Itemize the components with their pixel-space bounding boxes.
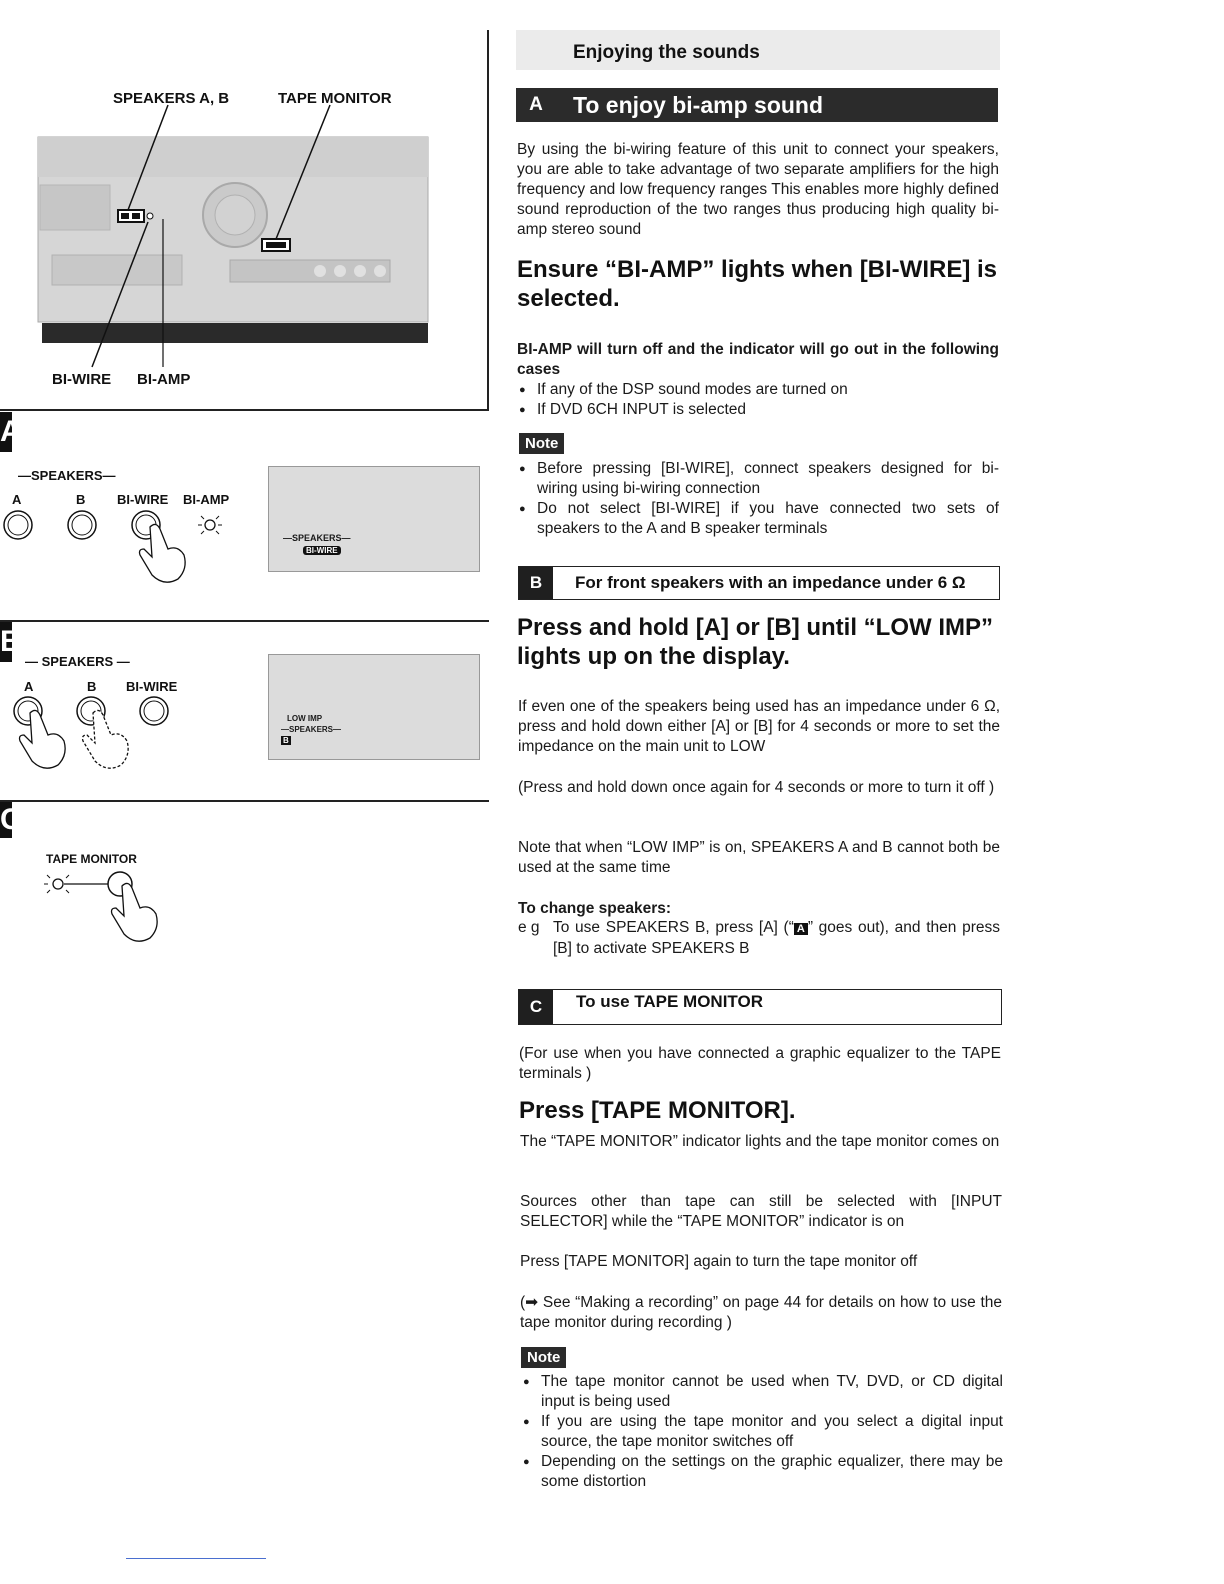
panel-b-label-biwire: BI-WIRE: [126, 679, 178, 694]
ray: [47, 890, 50, 893]
panel-c-buttons: [38, 868, 178, 948]
section-b-eg: e g: [518, 919, 540, 936]
tape-monitor-button-inner: [266, 242, 286, 248]
list-item: ● Before pressing [BI-WIRE], connect speakers designed for bi-wiring using bi-wiring connection: [517, 459, 999, 499]
panel-b-speakers-group: — SPEAKERS —: [25, 654, 130, 669]
panel-a-speakers-group: —SPEAKERS—: [18, 468, 116, 483]
section-a-cases: [517, 380, 999, 420]
tape-monitor-indicator-icon: [53, 879, 63, 889]
footer-rule: [126, 1558, 266, 1559]
label-bi-amp: BI-AMP: [137, 371, 191, 388]
page-header: [516, 30, 1000, 70]
arrow-right-icon: ➡: [525, 1294, 539, 1311]
section-b-para3: Note that when “LOW IMP” is on, SPEAKERS A and B cannot both be used at the same time: [518, 839, 1000, 876]
section-c-intro: (For use when you have connected a graphic equalizer to the TAPE terminals ): [519, 1045, 1001, 1082]
ray: [216, 531, 219, 534]
section-c-heading: Press [TAPE MONITOR].: [519, 1097, 796, 1124]
panel-b-marker: B: [0, 622, 12, 662]
section-b-para2: (Press and hold down once again for 4 seconds or more to turn it off ): [518, 779, 995, 796]
list-item: ● The tape monitor cannot be used when TV, DVD, or CD digital input is being used: [521, 1372, 1003, 1412]
section-b-para1: If even one of the speakers being used has an impedance under 6 Ω, press and hold down either [A] or [B] for 4 seconds or more to set the impedance on the main unit to LOW: [518, 698, 1000, 755]
section-a-intro: By using the bi-wiring feature of this unit to connect your speakers, you are able to take advantage of two separate amplifiers for the high frequency and low frequency ranges This enables more highly defined sound reproduction of the two ranges thus producing high quality bi-amp stereo sound: [517, 141, 999, 238]
section-a-heading: Ensure “BI-AMP” lights when [BI-WIRE] is selected.: [517, 256, 998, 312]
section-b-change-title: To change speakers:: [518, 900, 672, 917]
section-c-title: To use TAPE MONITOR: [576, 992, 764, 1011]
label-tape-monitor: TAPE MONITOR: [278, 90, 392, 107]
list-item: ● If DVD 6CH INPUT is selected: [517, 400, 999, 420]
panel-a-label-biwire: BI-WIRE: [117, 492, 169, 507]
panel-a-marker: A: [0, 412, 12, 452]
ray: [201, 531, 204, 534]
ray: [216, 516, 219, 519]
section-a-note-badge: Note: [519, 433, 564, 454]
volume-knob-inner: [215, 195, 255, 235]
panel-b-label-b: B: [87, 679, 97, 694]
section-b-example: [518, 918, 1000, 959]
page-header-title: Enjoying the sounds: [573, 42, 760, 63]
knob-small-1: [314, 265, 326, 277]
panel-c-marker: C: [0, 803, 22, 836]
section-b-heading: Press and hold [A] or [B] until “LOW IMP” lights up on the display.: [517, 614, 993, 670]
knob-small-2: [334, 265, 346, 277]
list-item: ● Do not select [BI-WIRE] if you have connected two sets of speakers to the A and B speaker terminals: [517, 499, 999, 539]
speakers-ab-button-b: [132, 213, 140, 219]
panel-b-top-rule: [0, 620, 489, 622]
section-a-letter: A: [529, 94, 543, 115]
section-b-eg-text: To use SPEAKERS B, press [A] (“ A ” goes out), and then press [B] to activate SPEAKERS B: [553, 919, 1000, 957]
panel-b-label-a: A: [24, 679, 34, 694]
section-b-title: For front speakers with an impedance under 6 Ω: [575, 573, 966, 592]
section-c-header: [518, 989, 1002, 1025]
panel-a-display: [268, 466, 480, 572]
panel-c-top-rule: [0, 800, 489, 802]
panel-a-display-speakers: —SPEAKERS—: [283, 533, 351, 543]
speakers-ab-button-a: [121, 213, 129, 219]
section-c-notes: [521, 1372, 1003, 1492]
panel-a-label-a: A: [12, 492, 22, 507]
panel-a-top-rule: [0, 409, 489, 411]
bi-amp-led: [147, 213, 153, 219]
knob-small-4: [374, 265, 386, 277]
panel-a-label-biamp: BI-AMP: [183, 492, 230, 507]
panel-b-buttons: [0, 695, 200, 775]
panel-b-display-tag: B: [283, 736, 289, 745]
list-item: ● If any of the DSP sound modes are turned on: [517, 380, 999, 400]
section-a-notes: [517, 459, 999, 539]
section-c-letter: C: [519, 990, 553, 1024]
ray: [47, 875, 50, 878]
section-c-para3: Press [TAPE MONITOR] again to turn the tape monitor off: [520, 1253, 918, 1270]
receiver-illustration: [30, 115, 440, 347]
panel-a-buttons: [0, 505, 260, 585]
panel-c-label-tape-monitor: TAPE MONITOR: [46, 852, 137, 866]
section-a-cases-title: BI-AMP will turn off and the indicator will go out in the following cases: [517, 341, 999, 378]
section-b-letter: B: [519, 567, 553, 599]
ray: [201, 516, 204, 519]
ray: [66, 890, 69, 893]
panel-b-display: [268, 654, 480, 760]
label-bi-wire: BI-WIRE: [52, 371, 112, 388]
section-a-banner: [516, 88, 998, 122]
ray: [66, 875, 69, 878]
panel-b-display-speakers: —SPEAKERS—: [281, 725, 342, 734]
section-a-title: To enjoy bi-amp sound: [573, 91, 824, 118]
list-item: ● If you are using the tape monitor and you select a digital input source, the tape monitor switches off: [521, 1412, 1003, 1452]
left-column-divider: [487, 30, 489, 410]
section-b-header: [518, 566, 1000, 600]
panel-a-display-tag: BI-WIRE: [303, 546, 341, 555]
list-item: ● Depending on the settings on the graphic equalizer, there may be some distortion: [521, 1452, 1003, 1492]
panel-b-speakers-title: SPEAKERS: [41, 654, 114, 669]
receiver-base: [42, 323, 428, 343]
section-c-para2: Sources other than tape can still be selected with [INPUT SELECTOR] while the “TAPE MONITOR” indicator is on: [520, 1193, 1002, 1230]
panel-a-label-b: B: [76, 492, 86, 507]
receiver-left-window: [40, 185, 110, 230]
bi-amp-indicator-icon: [205, 520, 215, 530]
section-c-note-badge: Note: [521, 1347, 566, 1368]
panel-a-speakers-title: SPEAKERS: [31, 468, 103, 483]
section-c-para4: (➡ See “Making a recording” on page 44 for details on how to use the tape monitor during recording ): [520, 1294, 1002, 1331]
speaker-a-indicator-icon: A: [794, 923, 808, 935]
receiver-top-panel: [38, 137, 428, 177]
panel-b-display-low: LOW IMP: [287, 714, 323, 723]
section-c-para1: The “TAPE MONITOR” indicator lights and the tape monitor comes on: [520, 1133, 1000, 1150]
label-speakers-ab: SPEAKERS A, B: [113, 90, 230, 107]
knob-small-3: [354, 265, 366, 277]
